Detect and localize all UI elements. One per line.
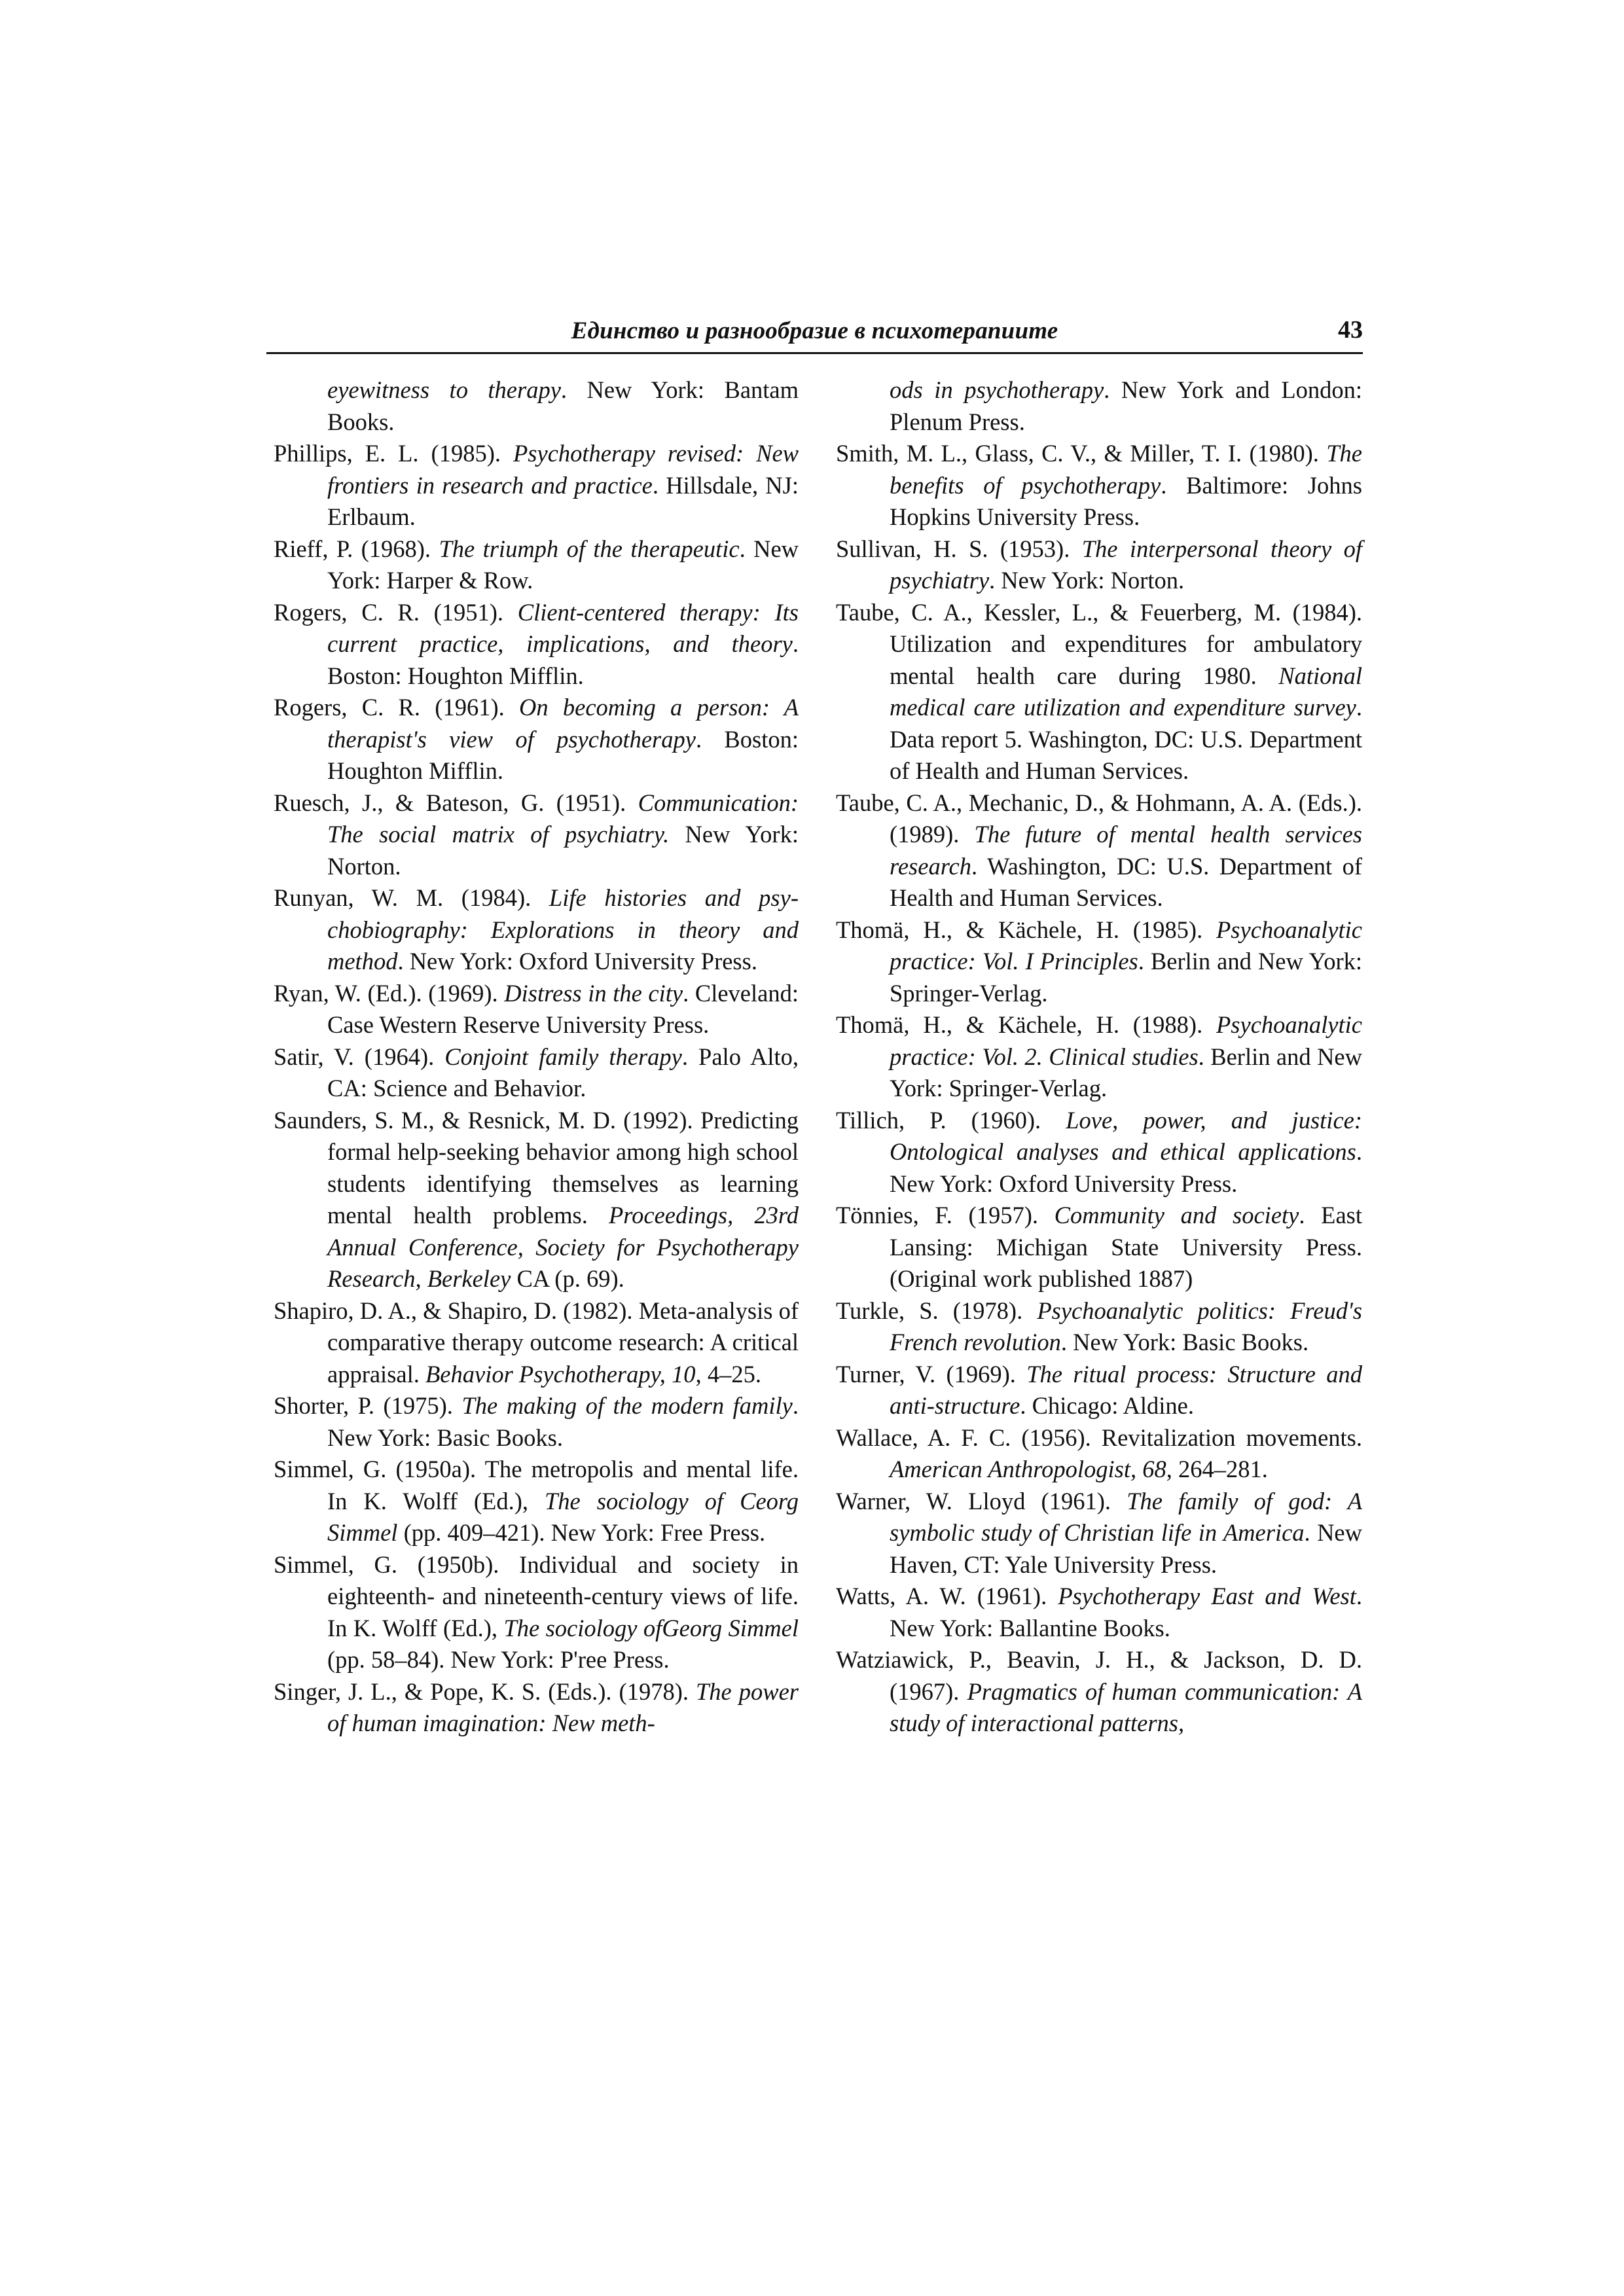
running-title: Единство и разнообразие в психотерапиите [571,317,1058,344]
reference-entry: Phillips, E. L. (1985). Psychotherapy revised: New frontiers in research and practice. Hillsdale, NJ: Erlbaum. [274,440,799,530]
reference-entry: Taube, C. A., Kessler, L., & Feuerberg, M. (1984). Utilization and expenditures for ambulatory mental health care during 1980. National medical care utilization and expenditure survey. Data report 5. Washington, DC: U.S. Department of Health and Human Services. [836,598,1362,784]
reference-entry: Taube, C. A., Mechanic, D., & Hohmann, A. A. (Eds.). (1989). The future of mental health services research. Washington, DC: U.S. Department of Health and Human Services. [836,789,1362,911]
reference-entry: Thomä, H., & Kächele, H. (1985). Psychoanalytic practice: Vol. I Principles. Berlin and New York: Springer-Verlag. [836,916,1362,1007]
reference-entry: Runyan, W. M. (1984). Life histories and psychobiography: Explorations in theory and method. New York: Oxford University Press. [274,884,799,975]
reference-entry: Sullivan, H. S. (1953). The interpersonal theory of psychiatry. New York: Norton. [836,535,1362,594]
reference-entry: Turner, V. (1969). The ritual process: Structure and anti-structure. Chicago: Aldine. [836,1360,1362,1419]
reference-entry: Saunders, S. M., & Resnick, M. D. (1992). Predicting formal help-seeking behavior among high school students identifying themselves as learning mental health problems. Proceedings, 23rd Annual Conference, Society for Psychotherapy Research, Berkeley CA (p. 69). [274,1106,799,1292]
reference-entry: Warner, W. Lloyd (1961). The family of god: A symbolic study of Christian life in America. New Haven, CT: Yale University Press. [836,1487,1362,1578]
reference-entry: Wallace, A. F. C. (1956). Revitalization movements. American Anthropologist, 68, 264–281. [836,1424,1362,1482]
references-left-column [274,374,799,1740]
reference-entry: Rogers, C. R. (1961). On becoming a person: A therapist's view of psychotherapy. Boston: Houghton Mifflin. [274,694,799,784]
page-header [266,313,1363,354]
reference-entry: Tillich, P. (1960). Love, power, and justice: Ontological analyses and ethical applications. New York: Oxford University Press. [836,1106,1362,1197]
reference-entry: Simmel, G. (1950a). The metropolis and mental life. In K. Wolff (Ed.), The sociology of Ceorg Simmel (pp. 409–421). New York: Free Press. [274,1456,799,1546]
reference-entry: Rogers, C. R. (1951). Client-centered therapy: Its current practice, implications, and theory. Boston: Houghton Mifflin. [274,598,799,689]
reference-entry: Watziawick, P., Beavin, J. H., & Jackson, D. D. (1967). Pragmatics of human communication: A study of interactional patterns, [836,1646,1362,1736]
reference-entry: Shorter, P. (1975). The making of the modern family. New York: Basic Books. [274,1392,799,1451]
reference-entry: Watts, A. W. (1961). Psychotherapy East and West. New York: Ballantine Books. [836,1583,1363,1641]
reference-entry: Smith, M. L., Glass, C. V., & Miller, T. I. (1980). The benefits of psychotherapy. Baltimore: Johns Hopkins University Press. [836,440,1362,530]
references-right-column [836,374,1362,1740]
reference-entry: eyewitness to therapy. New York: Bantam Books. [327,376,799,435]
reference-entry: Turkle, S. (1978). Psychoanalytic politics: Freud's French revolution. New York: Basic Books. [836,1297,1362,1355]
reference-entry: Satir, V. (1964). Conjoint family therapy. Palo Alto, CA: Science and Behavior. [274,1043,799,1102]
reference-entry: Ruesch, J., & Bateson, G. (1951). Communication: The social matrix of psychiatry. New York: Norton. [274,789,799,880]
reference-entry: Simmel, G. (1950b). Individual and society in eighteenth- and nineteenth-century views of life. In K. Wolff (Ed.), The sociology ofGeorg Simmel (pp. 58–84). New York: P'ree Press. [274,1551,799,1673]
reference-entry: Singer, J. L., & Pope, K. S. (Eds.). (1978). The power of human imagination: New meth- [274,1677,799,1736]
reference-entry: Rieff, P. (1968). The triumph of the therapeutic. New York: Harper & Row. [274,535,799,594]
reference-entry: Ryan, W. (Ed.). (1969). Distress in the city. Cleveland: Case Western Reserve University Press. [274,979,799,1038]
reference-entry: Shapiro, D. A., & Shapiro, D. (1982). Meta-analysis of comparative therapy outcome research: A critical appraisal. Behavior Psychotherapy, 10, 4–25. [274,1297,799,1388]
reference-entry: Thomä, H., & Kächele, H. (1988). Psychoanalytic practice: Vol. 2. Clinical studies. Berlin and New York: Springer-Verlag. [836,1011,1362,1102]
reference-entry: Tönnies, F. (1957). Community and society. East Lansing: Michigan State University Press. (Original work published 1887) [836,1202,1363,1292]
page-number: 43 [1338,316,1363,344]
reference-entry: ods in psychotherapy. New York and London: Plenum Press. [890,376,1362,435]
